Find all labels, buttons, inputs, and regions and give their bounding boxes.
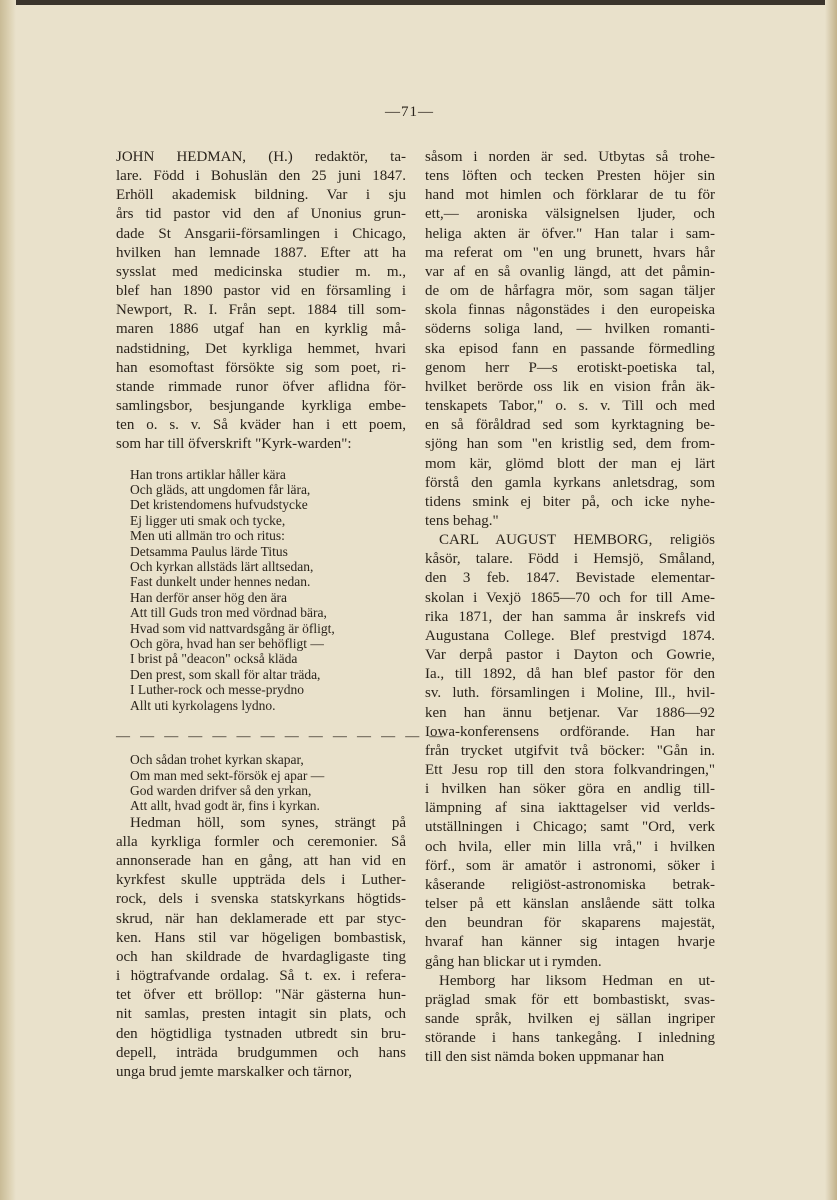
poem-line: Den prest, som skall för altar träda, <box>130 666 321 682</box>
text-line: söderns soliga land, — hvilken romanti- <box>425 321 715 338</box>
text-line: hvilket berörde oss lik en vision från äk- <box>425 378 715 395</box>
text-line: genom herr P—s erotiskt-poetiska tal, <box>425 359 715 376</box>
text-line: mom kär, glömd blott der man ej lärt <box>425 455 715 472</box>
poem-line: Hvad som vid nattvardsgång är öfligt, <box>130 620 335 636</box>
hedman-continued-paragraph <box>425 148 715 531</box>
text-line: de om de hårfagra mör, som sagan täljer <box>425 283 715 300</box>
text-line: skola finnas någonstädes i den europeiska <box>425 302 715 319</box>
hemborg-biography-paragraph <box>425 531 715 972</box>
poem-line: Det kristendomens hufvudstycke <box>130 497 308 513</box>
hemborg-style-paragraph <box>425 972 715 1068</box>
text-line: i högtrafvande ordalag. Så t. ex. i refera- <box>116 968 406 985</box>
text-line: var af en så ovanlig längd, att det påmin- <box>425 263 715 280</box>
poem-line: Han derför anser hög den ära <box>130 589 288 605</box>
text-line: ma referat om "en ung brunett, hvars hår <box>425 244 715 261</box>
hedman-biography-paragraph <box>116 148 406 455</box>
poem-line: Och sådan trohet kyrkan skapar, <box>130 752 304 768</box>
page-left-edge <box>0 0 16 1200</box>
poem-line: Men uti allmän tro och ritus: <box>130 528 285 544</box>
text-line: en så föråldrad sed som kyrktagning be- <box>425 417 715 434</box>
text-line: han esomoftast försökte sig som poet, ri- <box>116 359 406 376</box>
text-line: till den sist nämda boken uppmanar han <box>425 1049 665 1066</box>
text-line: unga brud jemte marskalker och tärnor, <box>116 1063 352 1080</box>
scan-top-border <box>0 0 837 5</box>
text-line: annonserade han en gång, att han vid en <box>116 853 406 870</box>
text-line: som har till öfverskrift "Kyrk-warden": <box>116 436 352 453</box>
poem-line: Fast dunkelt under hennes nedan. <box>130 574 311 590</box>
text-line: störande i hans tankegång. I inledning <box>425 1030 715 1047</box>
kyrk-warden-poem <box>116 467 406 714</box>
text-line: såsom i norden är sed. Utbytas så trohe- <box>425 149 715 165</box>
poem-line: Om man med sekt-försök ej apar — <box>130 767 325 783</box>
text-line: sande språk, hvilken ej sällan ingriper <box>425 1011 715 1028</box>
text-line: lämpning af sina iakttagelser vid verlds- <box>425 800 715 817</box>
page-number: —71— <box>385 104 434 120</box>
poem-line: Och gläds, att ungdomen får lära, <box>130 481 311 497</box>
text-line: rika 1871, der han samma år inskrefs vid <box>425 608 715 625</box>
text-line: tet öfver ett bröllop: "När gästerna hun- <box>116 987 406 1004</box>
text-line: Newport, R. I. Från sept. 1884 till som- <box>116 302 406 319</box>
text-line: telser på ett känslan anslående sätt tolka <box>425 896 715 913</box>
text-line: tens löften och tecken Presten höjer sin <box>425 168 715 185</box>
text-line: stande rimmade runor öfver aflidna för- <box>116 378 406 395</box>
text-line: ska episod fann en passande förmedling <box>425 340 715 357</box>
text-line: maren 1886 utgaf han en kyrklig må- <box>116 321 406 338</box>
text-line: hvilken han lemnade 1887. Efter att ha <box>116 244 406 261</box>
text-line: Iowa-konferensens ordförande. Han har <box>425 723 715 740</box>
text-line: den 3 feb. 1847. Bevistade elementar- <box>425 570 715 587</box>
text-line: nadstidning, Det kyrkliga hemmet, hvari <box>116 340 406 357</box>
text-line: Ett Jesu rop till den stora folkvandringen," <box>425 762 715 778</box>
text-line: kyrkfest skulle uppträda dels i Luther- <box>116 872 406 889</box>
text-line: nit samlas, presten intagit sin plats, och <box>116 1006 406 1023</box>
text-line: ken han ännu betjenar. Var 1886—92 <box>425 704 715 721</box>
text-line: Hedman höll, som synes, strängt på <box>130 814 406 831</box>
text-line: präglad smak för ett bombastiskt, svas- <box>425 991 715 1008</box>
text-line: kåserande religiöst-astronomiska betrak- <box>425 876 715 893</box>
text-line: sjöng han som "en kristlig sed, dem from- <box>425 436 715 453</box>
text-line: tenskapets Tabor," o. s. v. Till och med <box>425 398 715 415</box>
poem-line: Detsamma Paulus lärde Titus <box>130 543 288 559</box>
poem-line: God warden drifver så den yrkan, <box>130 782 312 798</box>
text-line: depell, inträda brudgummen och hans <box>116 1044 406 1061</box>
poem-line: Han trons artiklar håller kära <box>130 466 286 482</box>
text-line: samlingsbor, besjungande kyrkliga embe- <box>116 398 406 415</box>
text-line: sysslat med medicinska studier m. m., <box>116 263 406 280</box>
text-line: tidens smink ej biter på, och icke nyhe- <box>425 493 715 510</box>
text-line: Hemborg har liksom Hedman en ut- <box>439 972 715 989</box>
text-line: års tid pastor vid den af Unonius grun- <box>116 206 406 223</box>
text-line: förf., som är amatör i astronomi, söker i <box>425 857 715 874</box>
text-line: i hvilken han söker göra en andlig till- <box>425 781 715 798</box>
text-line: heliga akten är öfver." Han talar i sam- <box>425 225 715 242</box>
text-line: CARL AUGUST HEMBORG, religiös <box>439 532 715 549</box>
text-line: och hvila, eller min lilla vrå," i hvilken <box>425 838 715 855</box>
text-line: ten o. s. v. Så kväder han i ett poem, <box>116 417 406 434</box>
poem-line: Att allt, hvad godt är, fins i kyrkan. <box>130 798 320 814</box>
text-line: Var derpå pastor i Dayton och Gowrie, <box>425 647 715 664</box>
text-line: Ia., till 1892, då han blef pastor för den <box>425 666 715 683</box>
poem-line: Och kyrkan allstäds lärt alltsedan, <box>130 558 314 574</box>
poem-line: Allt uti kyrkolagens lydno. <box>130 697 276 713</box>
poem-line: Ej ligger uti smak och tycke, <box>130 512 286 528</box>
text-line: JOHN HEDMAN, (H.) redaktör, ta- <box>116 149 406 165</box>
text-line: rock, dels i svenska statskyrkans högtids- <box>116 891 406 908</box>
text-line: hvaraf han känner sig intagen hvarje <box>425 934 715 951</box>
poem-line: I brist på "deacon" också kläda <box>130 651 298 667</box>
text-line: hand mot himlen och förklarar de tu för <box>425 187 715 204</box>
text-line: blef han 1890 pastor vid en församling i <box>116 283 406 300</box>
text-line: kåsör, talare. Född i Hemsjö, Småland, <box>425 551 715 568</box>
poem-line: Och göra, hvad han ser behöfligt — <box>130 635 324 651</box>
text-line: dade St Ansgarii-församlingen i Chicago, <box>116 225 406 242</box>
text-line: och han skildrade de hvardagligaste ting <box>116 948 406 965</box>
poem-line: I Luther-rock och messe-prydno <box>130 682 305 698</box>
hedman-style-paragraph <box>116 814 406 1082</box>
text-line: den högtidliga tystnaden utbredt sin bru- <box>116 1025 406 1042</box>
text-line: skrud, när han deklamerade ett par styc- <box>116 910 406 927</box>
text-line: ken. Hans stil var högeligen bombastisk, <box>116 929 406 946</box>
text-line: den beundran för skaparens majestät, <box>425 915 715 932</box>
text-line: sv. luth. församlingen i Moline, Ill., hvil- <box>425 685 715 702</box>
text-line: alla kyrkliga formler och ceremonier. Så <box>116 833 406 850</box>
right-column <box>425 148 715 1068</box>
text-line: skolan i Vexjö 1865—70 och for till Ame- <box>425 589 715 606</box>
text-line: lare. Född i Bohuslän den 25 juni 1847. <box>116 168 406 185</box>
text-line: från trycket utgifvit två böcker: "Gån in. <box>425 742 715 759</box>
text-line: förstå den gamla kyrkans anletsdrag, som <box>425 474 715 491</box>
page-right-edge <box>825 0 837 1200</box>
text-line: Erhöll akademisk bildning. Var i sju <box>116 187 406 204</box>
kyrk-warden-poem-ending <box>116 752 406 814</box>
text-line: Augustana College. Blef prestvigd 1874. <box>425 627 715 644</box>
poem-dash-separator: — — — — — — — — — — — — — — <box>116 729 447 744</box>
poem-line: Att till Guds tron med vördnad bära, <box>130 605 327 621</box>
text-line: gång han blickar ut i rymden. <box>425 953 602 970</box>
text-line: utställningen i Chicago; samt "Ord, verk <box>425 819 715 836</box>
text-line: tens behag." <box>425 512 499 529</box>
text-line: ett,— aroniska välsignelsen ljuder, och <box>425 206 715 223</box>
left-column <box>116 148 447 1082</box>
